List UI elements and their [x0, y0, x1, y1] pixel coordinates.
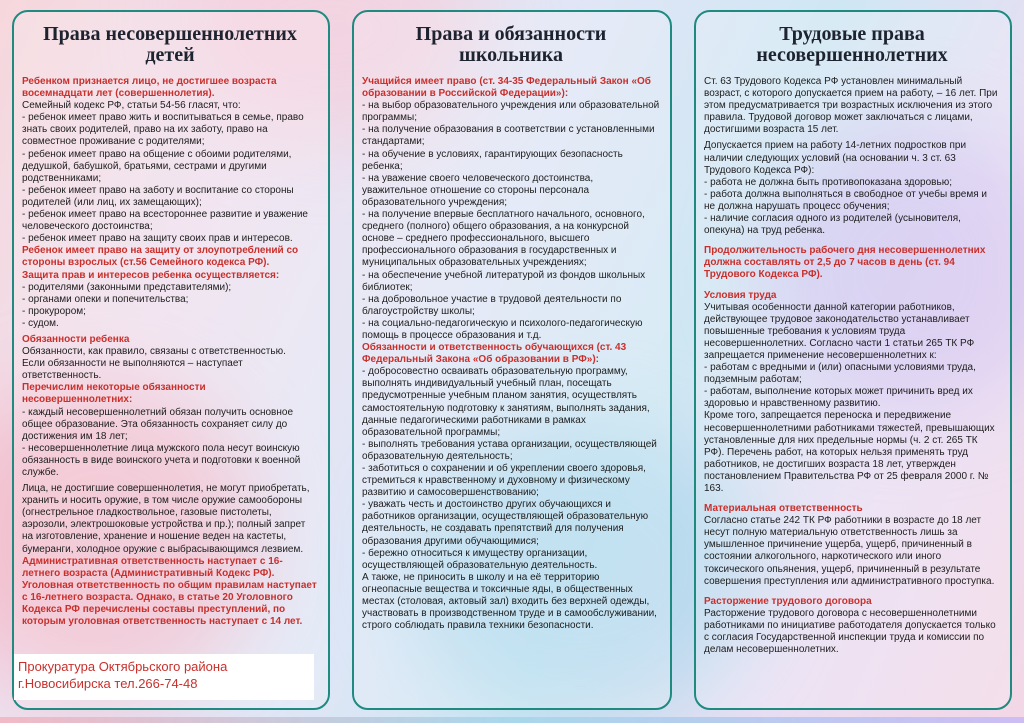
- panel-content: [704, 76, 1000, 656]
- paragraph: - работам, выполнение которых может причинить вред их здоровью и нравственному развитию.: [704, 386, 973, 410]
- paragraph: - наличие согласия одного из родителей (усыновителя, опекуна) на труд ребенка.: [704, 213, 961, 237]
- paragraph: - каждый несовершеннолетний обязан получить основное общее образование. Эта обязанность сохраняет силу до достижения им 18 лет;: [22, 406, 294, 442]
- paragraph: Административная ответственность наступает с 16-летнего возраста (Административный Кодекс РФ).: [22, 555, 283, 579]
- paragraph: Расторжение трудового договора: [704, 595, 872, 607]
- paragraph: Учащийся имеет право (ст. 34-35 Федеральный Закон «Об образовании в Российской Федерации»):: [362, 76, 651, 100]
- panel-title: Трудовые права несовершеннолетних: [756, 23, 948, 66]
- paragraph: Если обязанности не выполняются – наступает ответственность.: [22, 358, 243, 382]
- paragraph: Кроме того, запрещается переноска и передвижение несовершеннолетними работниками тяжестей, превышающих установленные для них предельные нормы (ч. 2 ст. 265 ТК РФ). Перечень работ, на которых нельзя применять труд работников, не достигших возраста 18 лет, утвержден постановлением Правительства РФ от 25 февраля 2000 г. № 163.: [704, 410, 995, 494]
- paragraph: - на социально-педагогическую и психолого-педагогическую помощь в процессе образования и т.д.: [362, 317, 643, 341]
- paragraph: - работа должна выполняться в свободное от учебы время и не должна нарушать процесс обучения;: [704, 188, 988, 212]
- paragraph: Учитывая особенности данной категории работников, действующее трудовое законодательство устанавливает повышенные требования к условиям труда несовершеннолетних. Согласно части 1 статьи 265 ТК РФ запрещается применение несовершеннолетних к:: [704, 301, 975, 361]
- paragraph: - уважать честь и достоинство других обучающихся и работников организации, осуществляющей образовательную деятельность, не создавать препятствий для получения образования другими обучающимися;: [362, 499, 649, 547]
- paragraph: - судом.: [22, 317, 59, 329]
- panel-children-rights: [12, 10, 330, 710]
- panel-labor-rights: [694, 10, 1012, 710]
- paragraph: Продолжительность рабочего дня несовершеннолетних должна составлять от 2,5 до 7 часов в день (ст. 94 Трудового Кодекса РФ).: [704, 245, 986, 281]
- paragraph: - бережно относиться к имуществу организации, осуществляющей образовательную деятельность.: [362, 547, 598, 571]
- paragraph: - ребенок имеет право на заботу и воспитание со стороны родителей (или лиц, их замещающих);: [22, 184, 294, 208]
- paragraph: - органами опеки и попечительства;: [22, 293, 189, 305]
- paragraph: - несовершеннолетние лица мужского пола несут воинскую обязанность в виде воинского учета и подготовки к военной службе.: [22, 442, 301, 478]
- paragraph: Защита прав и интересов ребенка осуществляется:: [22, 269, 280, 281]
- panel-title: Права несовершеннолетних детей: [43, 23, 297, 66]
- paragraph: - на обучение в условиях, гарантирующих безопасность ребенка;: [362, 148, 623, 172]
- paragraph: Семейный кодекс РФ, статьи 54-56 гласят, что:: [22, 100, 241, 112]
- paragraph: - на получение впервые бесплатного начального, основного, среднего (полного) общего образования, а на конкурсной основе – среднего профессионального, высшего профессионального образования в государственных и муниципальных образовательных учреждениях;: [362, 209, 645, 269]
- paragraph: - работа не должна быть противопоказана здоровью;: [704, 176, 952, 188]
- paragraph: Согласно статье 242 ТК РФ работники в возрасте до 18 лет несут полную материальную ответственность лишь за умышленное причинение ущерба, ущерб, причиненный в состоянии алкогольного, наркотического или иного токсического опьянения, ущерб, причиненный в результате совершения преступления или административного проступка.: [704, 515, 995, 587]
- panel-title: Права и обязанности школьника: [415, 23, 607, 66]
- paragraph: А также, не приносить в школу и на её территорию огнеопасные вещества и токсичные яды, в общественных местах (столовая, актовый зал) входить без верхней одежды, участвовать в производственном труде и в самообслуживании, строго соблюдать правила техники безопасности.: [362, 571, 657, 632]
- paragraph: - на обеспечение учебной литературой из фондов школьных библиотек;: [362, 269, 646, 293]
- paragraph: Обязанности и ответственность обучающихся (ст. 43 Федеральный Закона «Об образовании в РФ»):: [362, 342, 627, 366]
- paragraph: - на уважение своего человеческого достоинства, уважительное отношение со стороны персонала образовательного учреждения;: [362, 172, 594, 208]
- paragraph: Допускается прием на работу 14-летних подростков при наличии следующих условий (на основании ч. 3 ст. 63 Трудового Кодекса РФ):: [704, 140, 967, 176]
- paragraph: Условия труда: [704, 289, 777, 301]
- prosecutor-contact: Прокуратура Октябрьского района г.Новосибирска тел.266-74-48: [14, 654, 314, 700]
- paragraph: - ребенок имеет право жить и воспитываться в семье, право знать своих родителей, право на их заботу, право на совместное проживание с родителями;: [22, 112, 304, 148]
- paragraph: - ребенок имеет право на всестороннее развитие и уважение человеческого достоинства;: [22, 209, 308, 233]
- panel-content: [22, 76, 318, 628]
- paragraph: - на получение образования в соответствии с установленными стандартами;: [362, 124, 655, 148]
- paragraph: Лица, не достигшие совершеннолетия, не могут приобретать, хранить и носить оружие, в том числе оружие самообороны (огнестрельное гладкоствольное, газовые пистолеты, аэрозоли, электрошоковые устройства и пр.); полный запрет на изготовление, хранение и ношение веден на кастеты, бумеранги, холодное оружие с выбрасывающимся лезвием.: [22, 483, 310, 555]
- paragraph: - на добровольное участие в трудовой деятельности по благоустройству школы;: [362, 293, 622, 317]
- paragraph: - ребенок имеет право на защиту своих прав и интересов.: [22, 233, 293, 245]
- paragraph: Ребенком признается лицо, не достигшее возраста восемнадцати лет (совершеннолетия).: [22, 76, 277, 100]
- paragraph: - заботиться о сохранении и об укреплении своего здоровья, стремиться к нравственному и духовному и физическому развитию и самосовершенствованию;: [362, 463, 646, 499]
- paragraph: Обязанности ребенка: [22, 333, 130, 345]
- paragraph: Ребенок имеет право на защиту от злоупотреблений со стороны взрослых (ст.56 Семейного кодекса РФ).: [22, 245, 299, 269]
- paragraph: - добросовестно осваивать образовательную программу, выполнять индивидуальный учебный план, посещать предусмотренные учебным планом занятия, осуществлять самостоятельную подготовку к занятиям, выполнять задания, данные педагогическими работниками в рамках образовательной программы;: [362, 366, 650, 438]
- paragraph: Перечислим некоторые обязанности несовершеннолетних:: [22, 382, 206, 406]
- panel-student-rights: [352, 10, 672, 710]
- paragraph: - родителями (законными представителями);: [22, 281, 232, 293]
- paragraph: - работам с вредными и (или) опасными условиями труда, подземным работам;: [704, 362, 976, 386]
- paragraph: Ст. 63 Трудового Кодекса РФ установлен минимальный возраст, с которого допускается прием на работу, – 16 лет. При этом предусматривается три возрастных исключения из этого правила. Трудовой договор может заключаться с лицами, достигшими возраста 15 лет.: [704, 76, 998, 136]
- paragraph: - на выбор образовательного учреждения или образовательной программы;: [362, 100, 660, 124]
- decorative-bottom-bar: [0, 717, 1024, 723]
- paragraph: Обязанности, как правило, связаны с ответственностью.: [22, 346, 286, 358]
- paragraph: - прокурором;: [22, 305, 86, 317]
- paragraph: - ребенок имеет право на общение с обоими родителями, дедушкой, бабушкой, братьями, сестрами и другими родственниками;: [22, 148, 292, 184]
- paragraph: - выполнять требования устава организации, осуществляющей образовательную деятельность;: [362, 438, 657, 462]
- paragraph: Уголовная ответственность по общим правилам наступает с 16-летнего возраста. Однако, в статье 20 Уголовного Кодекса РФ перечислены составы преступлений, по которым уголовная ответственность наступает с 14 лет.: [22, 579, 317, 628]
- panel-content: [362, 76, 660, 632]
- paragraph: Материальная ответственность: [704, 503, 863, 515]
- paragraph: Расторжение трудового договора с несовершеннолетними работниками по инициативе работодателя допускается только с согласия Государственной инспекции труда и комиссии по делам несовершеннолетних.: [704, 607, 996, 656]
